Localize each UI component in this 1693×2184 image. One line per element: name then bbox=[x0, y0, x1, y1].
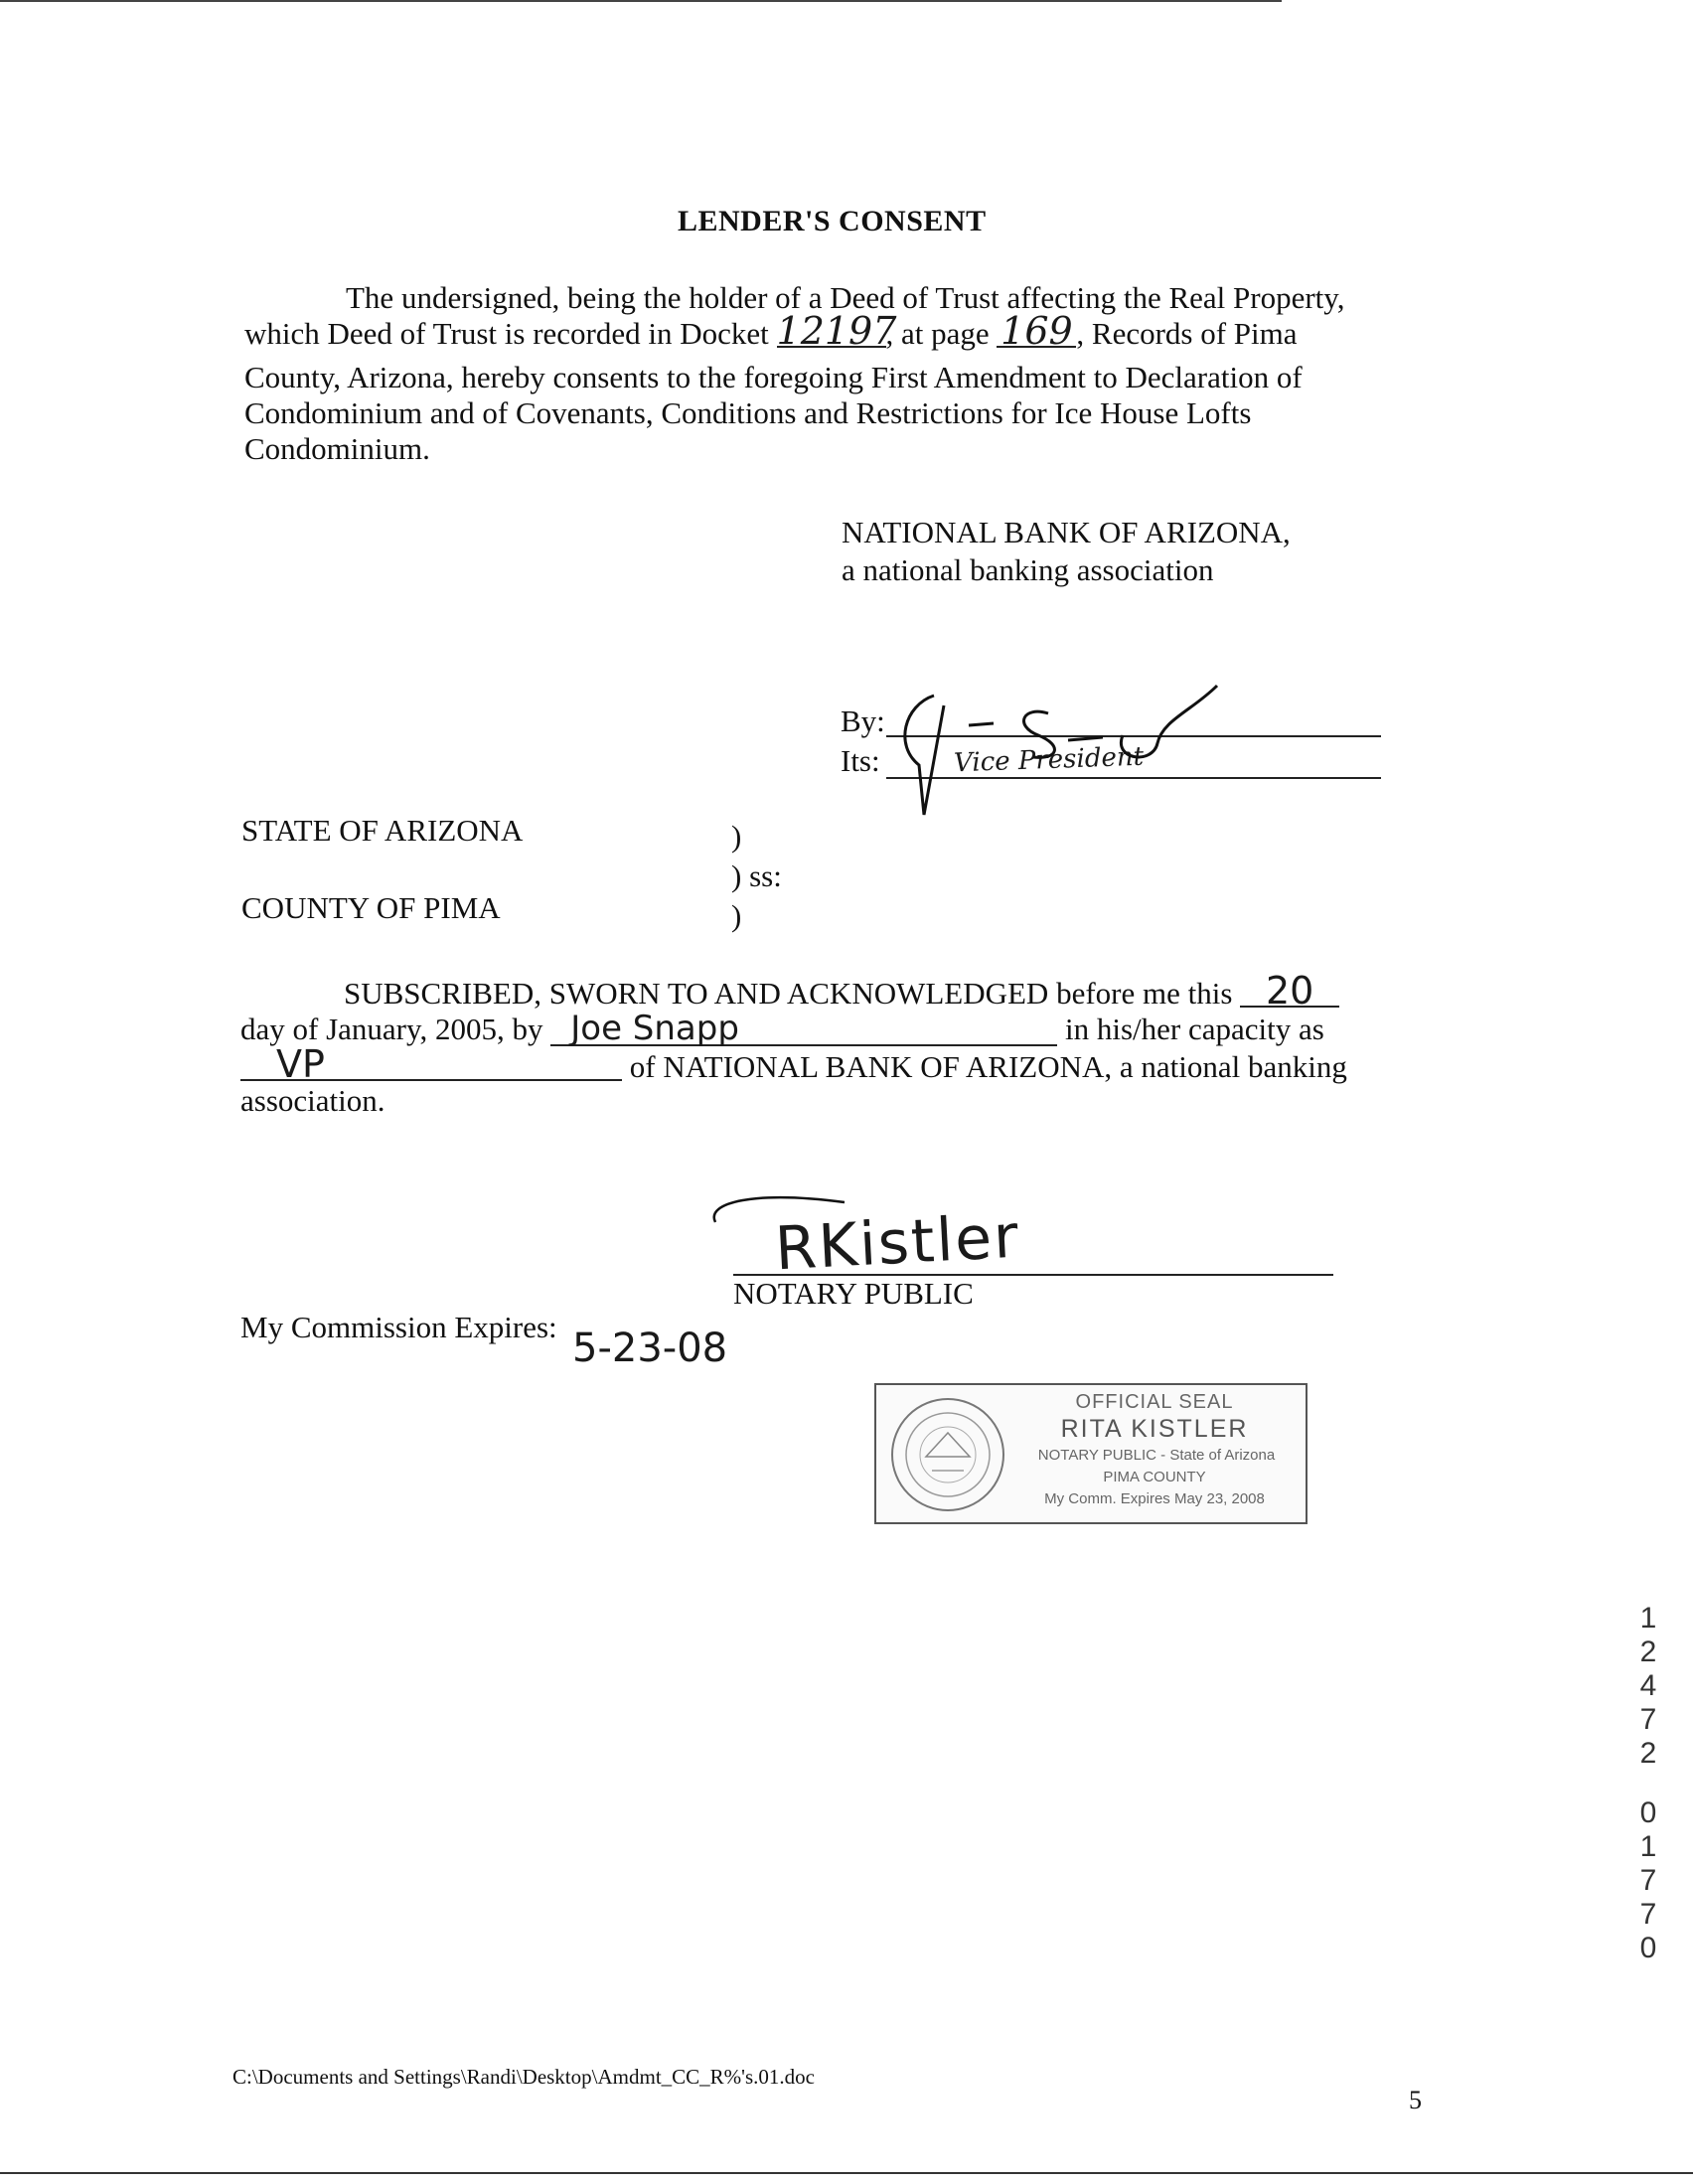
its-label: Its: bbox=[841, 743, 880, 778]
seal-jurisdiction: NOTARY PUBLIC - State of Arizona bbox=[1037, 1447, 1276, 1464]
lender-signature-icon bbox=[874, 666, 1292, 825]
venue-state: STATE OF ARIZONA bbox=[241, 813, 524, 848]
ack-line-3 bbox=[240, 1042, 1347, 1086]
by-label: By: bbox=[841, 703, 885, 738]
notary-signature: RKistler bbox=[773, 1201, 1022, 1285]
recording-digit: 1 bbox=[1639, 1602, 1657, 1635]
recording-digit: 0 bbox=[1639, 1796, 1657, 1829]
ack-line-4: association. bbox=[240, 1083, 385, 1118]
footer-file-path: C:\Documents and Settings\Randi\Desktop\Amdmt_CC_R%'s.01.doc bbox=[232, 2065, 815, 2089]
recording-digit: 4 bbox=[1639, 1669, 1657, 1702]
ack-line-2 bbox=[240, 1009, 1324, 1048]
para-line-4: Condominium and of Covenants, Conditions and Restrictions for Ice House Lofts bbox=[244, 395, 1252, 430]
ack-text-2: day of January, 2005, by bbox=[240, 1012, 543, 1046]
para-line-5: Condominium. bbox=[244, 431, 430, 466]
recording-digit: 7 bbox=[1639, 1703, 1657, 1736]
ack-text-1: SUBSCRIBED, SWORN TO AND ACKNOWLEDGED before me this bbox=[344, 976, 1233, 1011]
venue-paren-1: ) bbox=[731, 819, 742, 854]
para-line-3: County, Arizona, hereby consents to the foregoing First Amendment to Declaration of bbox=[244, 360, 1303, 394]
ack-day: 20 bbox=[1240, 976, 1339, 1008]
scan-edge-bottom bbox=[0, 2172, 1693, 2174]
seal-name: RITA KISTLER bbox=[1060, 1415, 1249, 1443]
its-title-handwritten: Vice President bbox=[953, 741, 1145, 779]
venue-ss: ) ss: bbox=[731, 858, 782, 893]
recording-digit: 7 bbox=[1639, 1898, 1657, 1931]
scan-edge bbox=[0, 0, 1282, 2]
ack-capacity: VP bbox=[240, 1049, 622, 1081]
page-title: LENDER'S CONSENT bbox=[678, 205, 987, 237]
recording-digit: 7 bbox=[1639, 1864, 1657, 1897]
notary-public-label: NOTARY PUBLIC bbox=[733, 1276, 974, 1311]
page-intro: , at page bbox=[885, 316, 990, 351]
recording-digit: 1 bbox=[1639, 1830, 1657, 1863]
recording-digit: 2 bbox=[1639, 1636, 1657, 1668]
seal-emblem-icon bbox=[886, 1393, 1009, 1516]
page-number-handwritten: 169 bbox=[997, 316, 1076, 348]
seal-county: PIMA COUNTY bbox=[1103, 1469, 1206, 1485]
commission-date: 5-23-08 bbox=[572, 1326, 728, 1371]
venue-paren-2: ) bbox=[731, 898, 742, 933]
ack-text-4: of NATIONAL BANK OF ARIZONA, a national banking bbox=[629, 1049, 1347, 1084]
signature-flourish-icon bbox=[695, 1182, 874, 1242]
seal-title: OFFICIAL SEAL bbox=[1075, 1391, 1234, 1413]
ack-name: Joe Snapp bbox=[550, 1013, 1057, 1046]
ack-text-3: in his/her capacity as bbox=[1064, 1012, 1324, 1046]
records-text: , Records of Pima bbox=[1076, 316, 1298, 351]
recording-digit: 2 bbox=[1639, 1737, 1657, 1770]
official-seal bbox=[874, 1383, 1308, 1524]
docket-number: 12197 bbox=[776, 309, 897, 353]
seal-expiration: My Comm. Expires May 23, 2008 bbox=[1044, 1490, 1265, 1507]
recording-digit: 0 bbox=[1639, 1932, 1657, 1964]
docket-intro: which Deed of Trust is recorded in Docket bbox=[244, 316, 769, 351]
commission-label: My Commission Expires: bbox=[240, 1310, 557, 1344]
footer-page-number: 5 bbox=[1409, 2086, 1422, 2114]
venue-county: COUNTY OF PIMA bbox=[241, 890, 501, 925]
lender-name: NATIONAL BANK OF ARIZONA, bbox=[842, 515, 1291, 549]
ack-line-1 bbox=[344, 969, 1339, 1013]
para-line-2 bbox=[244, 309, 1441, 353]
para-line-1: The undersigned, being the holder of a Deed of Trust affecting the Real Property, bbox=[346, 280, 1345, 315]
recording-number bbox=[1633, 1602, 1663, 1965]
lender-description: a national banking association bbox=[842, 552, 1214, 587]
